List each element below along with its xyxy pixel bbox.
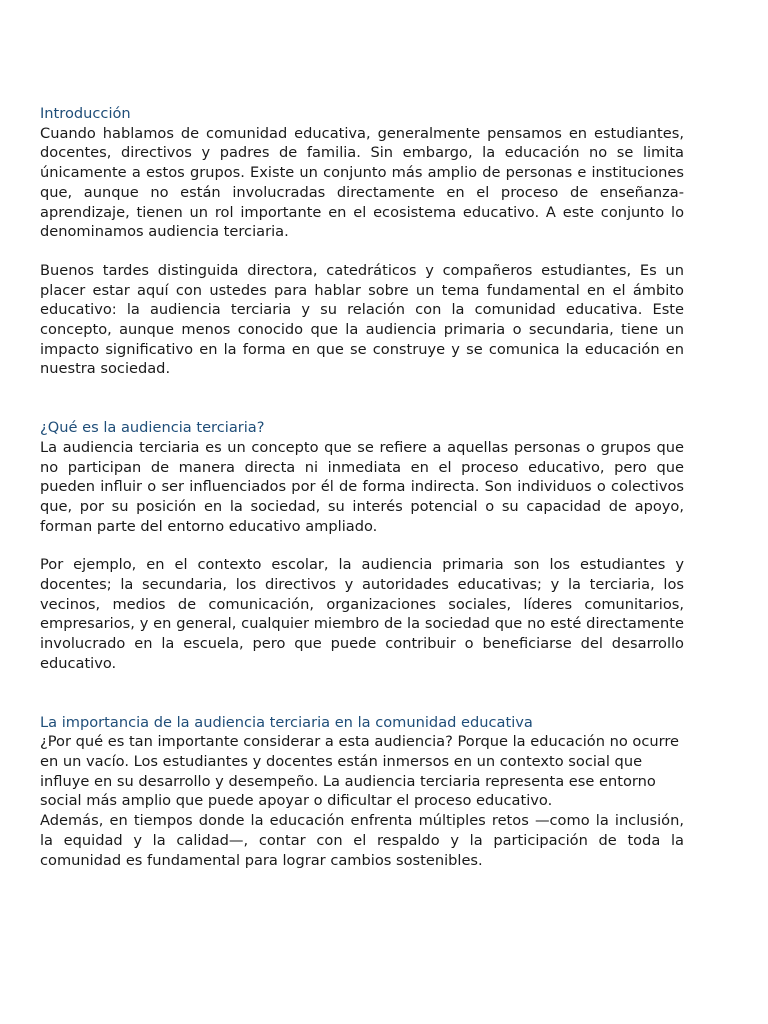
paragraph-importancia-2: Además, en tiempos donde la educación enfrenta múltiples retos —como la inclusión, la equidad y la calidad—, contar con el respaldo y la participación de toda la comunidad es fundamental para lograr cambios sostenibles.: [40, 812, 684, 869]
paragraph-intro-1: Cuando hablamos de comunidad educativa, generalmente pensamos en estudiantes, docentes, directivos y padres de familia. Sin embargo, la educación no se limita únicamente a estos grupos. Existe un conjunto más amplio de personas e instituciones que, aunque no están involucradas directamente en el proceso de enseñanza-aprendizaje, tienen un rol importante en el ecosistema educativo. A este conjunto lo denominamos audiencia terciaria.: [40, 124, 684, 241]
heading-introduccion: Introducción: [40, 105, 131, 122]
heading-importancia: La importancia de la audiencia terciaria en la comunidad educativa: [40, 713, 533, 731]
paragraph-que-es-2: Por ejemplo, en el contexto escolar, la audiencia primaria son los estudiantes y docentes; la secundaria, los directivos y autoridades educativas; y la terciaria, los vecinos, medios de comunicación, organizaciones sociales, líderes comunitarios, empresarios, y en general, cualquier miembro de la sociedad que no esté directamente involucrado en la escuela, pero que puede contribuir o beneficiarse del desarrollo educativo.: [40, 556, 684, 672]
heading-que-es: ¿Qué es la audiencia terciaria?: [40, 419, 265, 437]
spacer: [40, 536, 684, 555]
paragraph-intro-2: Buenos tardes distinguida directora, catedráticos y compañeros estudiantes, Es un placer estar aquí con ustedes para hablar sobre un tema fundamental en el ámbito educativo: la audiencia terciaria y su relación con la comunidad educativa. Este concepto, aunque menos conocido que la audiencia primaria o secundaria, tiene un impacto significativo en la forma en que se construye y se comunica la educación en nuestra sociedad.: [40, 261, 684, 378]
spacer: [40, 242, 684, 261]
paragraph-que-es-1: La audiencia terciaria es un concepto que se refiere a aquellas personas o grupos que no participan de manera directa ni inmediata en el proceso educativo, pero que pueden influir o ser influenciados por él de forma indirecta. Son individuos o colectivos que, por su posición en la sociedad, su interés potencial o su capacidad de apoyo, forman parte del entorno educativo ampliado.: [40, 438, 684, 535]
spacer: [40, 674, 684, 713]
paragraph-importancia-1: ¿Por qué es tan importante considerar a esta audiencia? Porque la educación no ocurre en un vacío. Los estudiantes y docentes están inmersos en un contexto social que influye en su desarrollo y desempeño. La audiencia terciaria representa ese entorno social más amplio que puede apoyar o dificultar el proceso educativo.: [40, 733, 680, 810]
spacer: [40, 379, 684, 418]
document-page: [40, 104, 684, 870]
